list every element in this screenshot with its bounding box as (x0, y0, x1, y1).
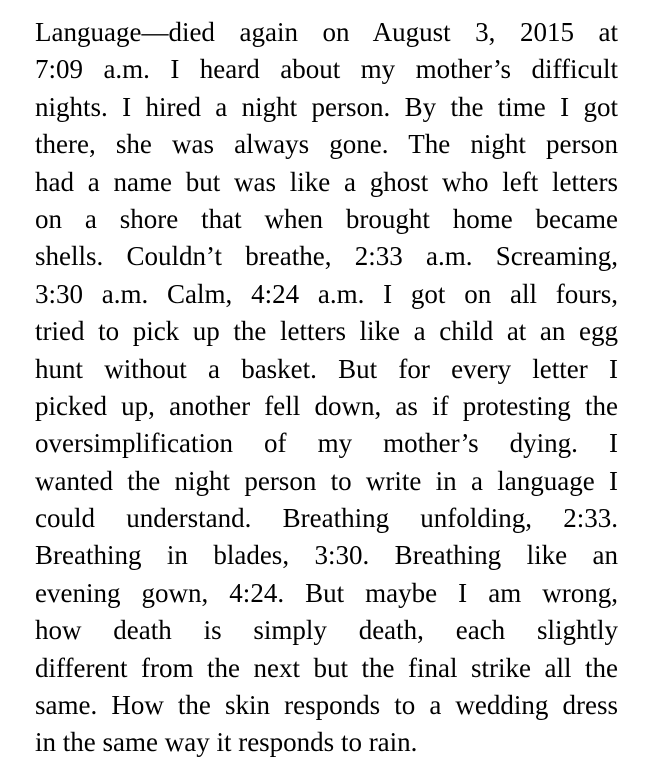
text-line: wanted the night person to write in a language I (35, 465, 618, 496)
text-line: could understand. Breathing unfolding, 2:33. (35, 503, 618, 534)
text-line: hunt without a basket. But for every letter I (35, 353, 618, 384)
text-line: there, she was always gone. The night person (35, 129, 618, 160)
text-line: in the same way it responds to rain. (35, 727, 418, 758)
text-line: tried to pick up the letters like a child at an egg (35, 316, 618, 347)
text-line: 3:30 a.m. Calm, 4:24 a.m. I got on all fours, (35, 278, 618, 309)
text-line: oversimplification of my mother’s dying. I (35, 428, 618, 459)
text-line: had a name but was like a ghost who left letters (35, 166, 618, 197)
text-line: Language—died again on August 3, 2015 at (35, 17, 618, 47)
text-line: on a shore that when brought home became (35, 203, 618, 234)
text-line: picked up, another fell down, as if protesting the (35, 390, 618, 421)
text-line: shells. Couldn’t breathe, 2:33 a.m. Screaming, (35, 241, 618, 272)
text-line: nights. I hired a night person. By the time I got (35, 91, 618, 122)
poem-paragraph (35, 14, 618, 762)
text-line: evening gown, 4:24. But maybe I am wrong, (35, 577, 618, 608)
text-line: Breathing in blades, 3:30. Breathing like an (35, 540, 618, 571)
text-line: same. How the skin responds to a wedding dress (35, 690, 618, 721)
text-line: different from the next but the final strike all the (35, 652, 618, 683)
text-line: 7:09 a.m. I heard about my mother’s difficult (35, 54, 618, 85)
text-line: how death is simply death, each slightly (35, 615, 618, 646)
